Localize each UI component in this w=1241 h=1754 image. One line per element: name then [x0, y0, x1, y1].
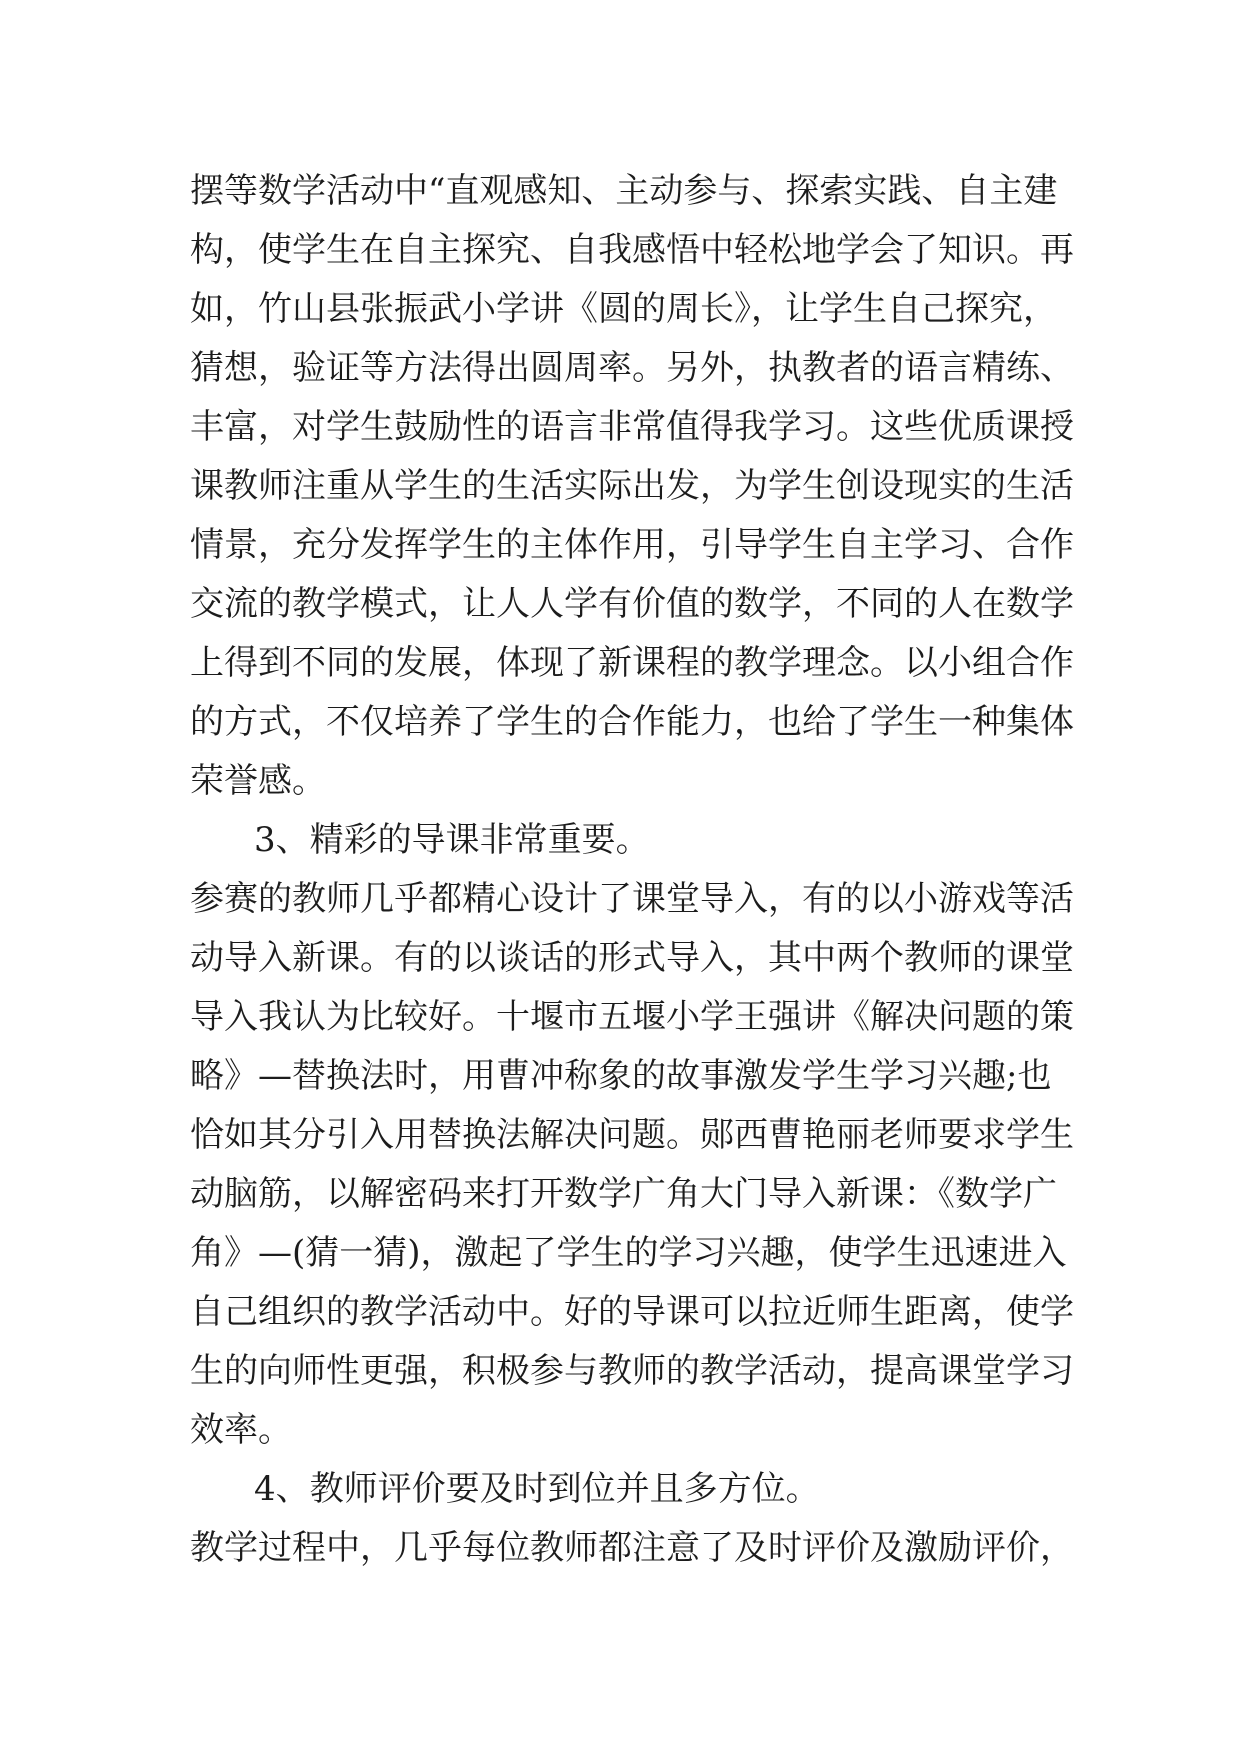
- body-line: 交流的教学模式，让人人学有价值的数学，不同的人在数学: [190, 584, 1074, 624]
- body-line: 摆等数学活动中“直观感知、主动参与、探索实践、自主建: [190, 171, 1058, 211]
- body-line: 猜想，验证等方法得出圆周率。另外，执教者的语言精练、: [190, 348, 1074, 388]
- section-heading-3: 3、精彩的导课非常重要。: [254, 820, 650, 860]
- body-line: 构，使学生在自主探究、自我感悟中轻松地学会了知识。再: [190, 230, 1074, 270]
- document-body: [190, 162, 1074, 1578]
- body-line: 导入我认为比较好。十堰市五堰小学王强讲《解决问题的策: [190, 997, 1074, 1037]
- body-line: 上得到不同的发展，体现了新课程的教学理念。以小组合作: [190, 643, 1074, 683]
- body-line: 略》—替换法时，用曹冲称象的故事激发学生学习兴趣;也: [190, 1056, 1052, 1096]
- body-line: 丰富，对学生鼓励性的语言非常值得我学习。这些优质课授: [190, 407, 1074, 447]
- body-line: 荣誉感。: [190, 761, 326, 801]
- body-line: 情景，充分发挥学生的主体作用，引导学生自主学习、合作: [190, 525, 1074, 565]
- body-line: 教学过程中，几乎每位教师都注意了及时评价及激励评价，: [190, 1528, 1074, 1568]
- body-line: 动脑筋，以解密码来打开数学广角大门导入新课：《数学广: [190, 1174, 1057, 1214]
- body-line: 效率。: [190, 1410, 292, 1450]
- body-line: 自己组织的教学活动中。好的导课可以拉近师生距离，使学: [190, 1292, 1074, 1332]
- body-line: 动导入新课。有的以谈话的形式导入，其中两个教师的课堂: [190, 938, 1074, 978]
- body-line: 恰如其分引入用替换法解决问题。郧西曹艳丽老师要求学生: [190, 1115, 1074, 1155]
- section-heading-4: 4、教师评价要及时到位并且多方位。: [254, 1469, 820, 1509]
- body-line: 参赛的教师几乎都精心设计了课堂导入，有的以小游戏等活: [190, 879, 1074, 919]
- body-line: 生的向师性更强，积极参与教师的教学活动，提高课堂学习: [190, 1351, 1074, 1391]
- body-line: 角》—(猜一猜)，激起了学生的学习兴趣，使学生迅速进入: [190, 1233, 1067, 1273]
- body-line: 如，竹山县张振武小学讲《圆的周长》，让学生自己探究，: [190, 289, 1057, 329]
- body-line: 课教师注重从学生的生活实际出发，为学生创设现实的生活: [190, 466, 1074, 506]
- body-line: 的方式，不仅培养了学生的合作能力，也给了学生一种集体: [190, 702, 1074, 742]
